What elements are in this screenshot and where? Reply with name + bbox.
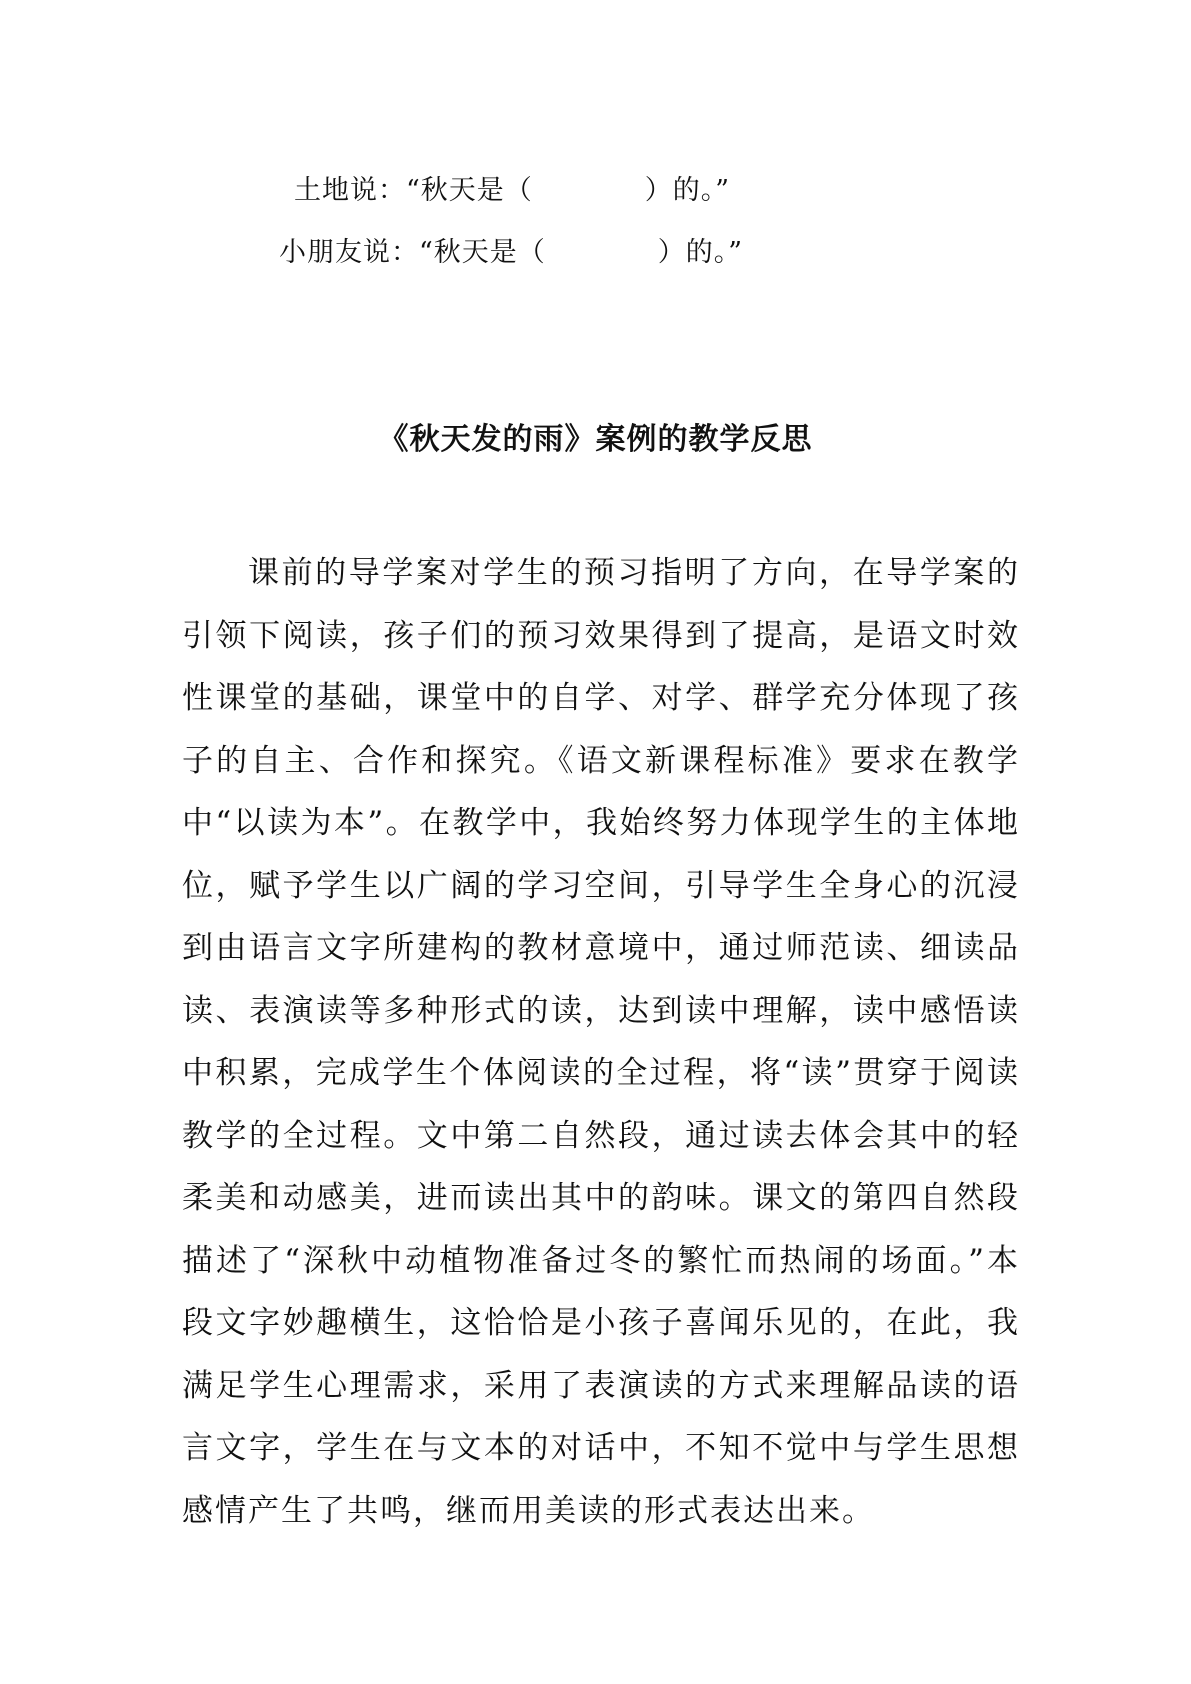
- reflection-paragraph: 课前的导学案对学生的预习指明了方向，在导学案的引领下阅读，孩子们的预习效果得到了提高，是语文时效性课堂的基础，课堂中的自学、对学、群学充分体现了孩子的自主、合作和探究。《语文新课程标准》要求在教学中“以读为本”。在教学中，我始终努力体现学生的主体地位，赋予学生以广阔的学习空间，引导学生全身心的沉浸到由语言文字所建构的教材意境中，通过师范读、细读品读、表演读等多种形式的读，达到读中理解，读中感悟读中积累，完成学生个体阅读的全过程，将“读”贯穿于阅读教学的全过程。文中第二自然段，通过读去体会其中的轻柔美和动感美，进而读出其中的韵味。课文的第四自然段描述了“深秋中动植物准备过冬的繁忙而热闹的场面。”本段文字妙趣横生，这恰恰是小孩子喜闻乐见的，在此，我满足学生心理需求，采用了表演读的方式来理解品读的语言文字，学生在与文本的对话中，不知不觉中与学生思想感情产生了共鸣，继而用美读的形式表达出来。: [182, 555, 1020, 1529]
- exercise-line-land: 土地说：“秋天是（ ）的。”: [294, 175, 731, 206]
- exercise-line-child: 小朋友说：“秋天是（ ）的。”: [279, 237, 744, 268]
- reflection-title: 《秋天发的雨》案例的教学反思: [378, 422, 813, 457]
